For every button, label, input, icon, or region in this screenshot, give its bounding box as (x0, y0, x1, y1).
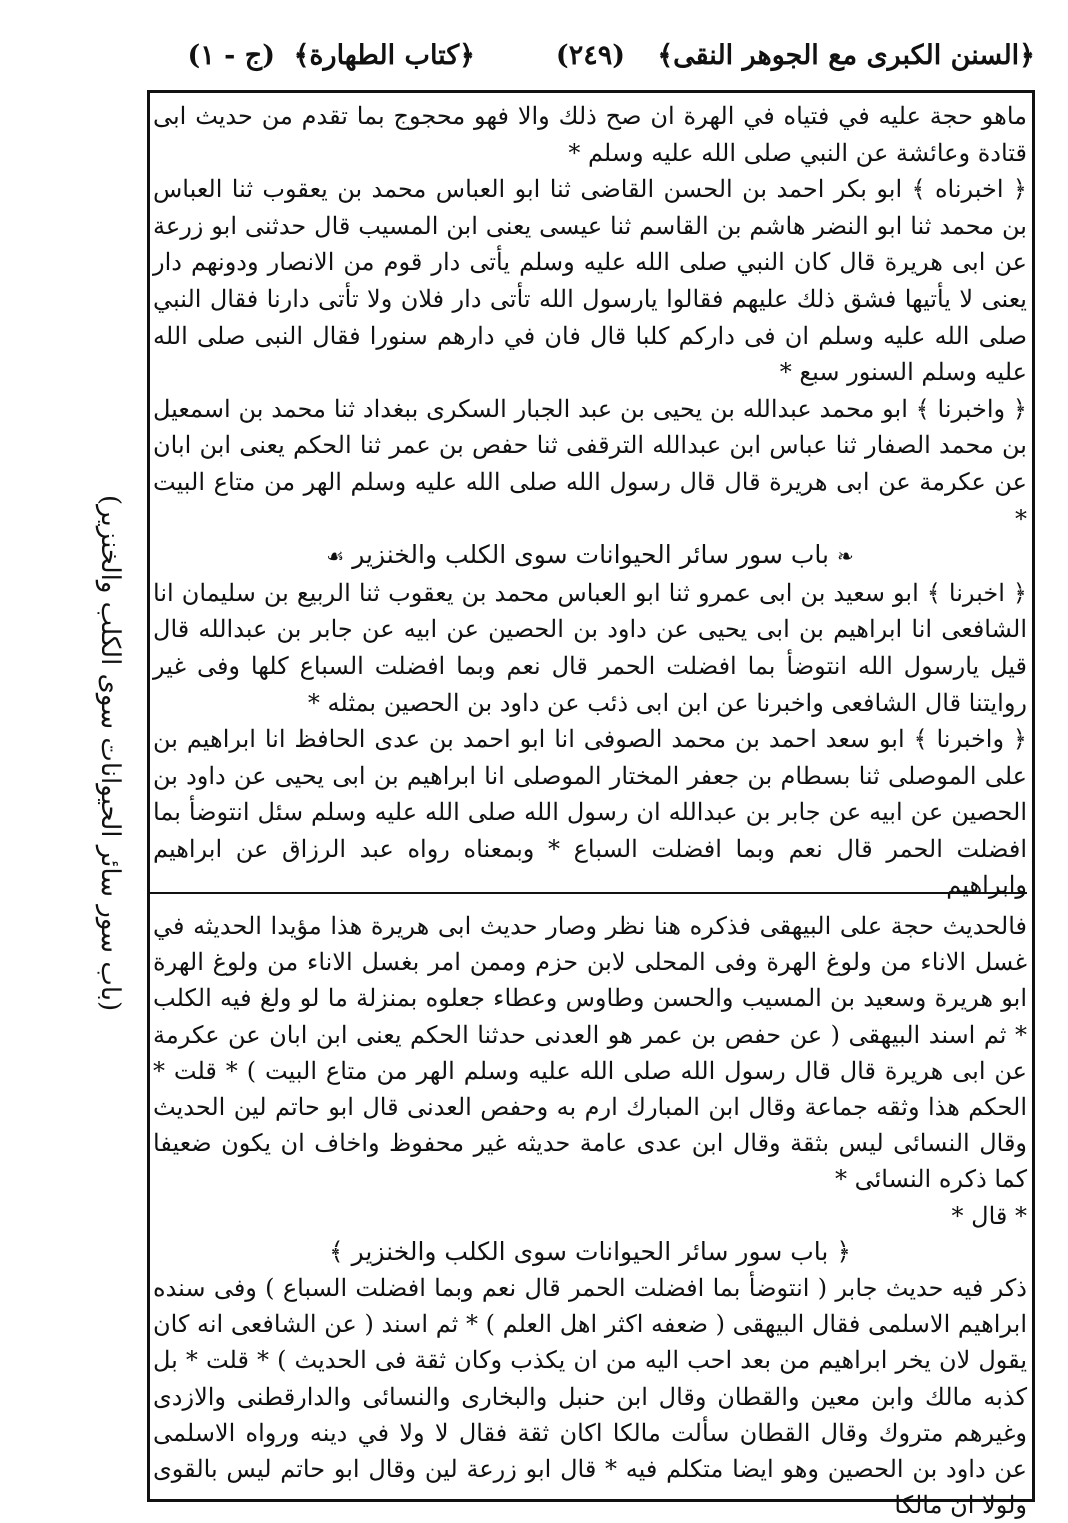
commentary-paragraph: ذكر فيه حديث جابر ( انتوضأ بما افضلت الحمر قال نعم وبما افضلت السباع ) وفى سنده ابراهيم الاسلمى فقال البيهقى ( ضعفه اكثر اهل العلم ) * ثم اسند ( عن الشافعى انه كان يقول لان يخر ابراهيم من بعد احب اليه من ان يكذب وكان ثقة فى الحديث ) * قلت * بل كذبه مالك وابن معين والقطان وقال ابن حنبل والبخارى والنسائى والدارقطنى والازدى وغيرهم متروك وقال القطان سألت مالكا اكان ثقة فقال لا ولا في دينه ورواه الاسلمى عن داود بن الحصين وهو ايضا متكلم فيه * قال ابو زرعة لين وقال ابو حاتم ليس بالقوى ولولا ان مالكا (153, 1274, 1027, 1520)
main-paragraph: ماهو حجة عليه في فتياه في الهرة ان صح ذلك والا فهو محجوج بما تقدم من حديث ابى قتادة وعائشة عن النبي صلى الله عليه وسلم * (153, 102, 1027, 167)
section-divider (150, 892, 1027, 894)
commentary-section-heading: ﴿ باب سور سائر الحيوانات سوى الكلب والخنزير ﴾ (329, 1236, 851, 1266)
commentary-text (153, 908, 1027, 1520)
commentary-qal: * قال * (951, 1201, 1027, 1230)
page-header (150, 30, 1035, 90)
commentary-paragraph: فالحديث حجة على البيهقى فذكره هنا نظر وصار حديث ابى هريرة هذا مؤيدا الحديثه في غسل الاناء من ولوغ الهرة وفى المحلى لابن حزم وممن امر بغسل الاناء من ولوغ الهرة ابو هريرة وسعيد بن المسيب والحسن وطاوس وعطاء جعلوه بمنزلة ما لو ولغ فيه الكلب * ثم اسند البيهقى ( عن حفص بن عمر هو العدنى حدثنا الحكم يعنى ابن ابان عن عكرمة عن ابى هريرة قال قال رسول الله صلى الله عليه وسلم الهر من متاع البيت ) * قلت * الحكم هذا وثقه جماعة وقال ابن المبارك ارم به وحفص العدنى قال ابو حاتم لين الحديث وقال النسائى ليس بثقة وقال ابن عدى عامة حديثه غير محفوظ واخاف ان يكون ضعيفا كما ذكره النسائى * (153, 912, 1027, 1194)
section-heading-text: باب سور سائر الحيوانات سوى الكلب والخنزير (352, 540, 829, 570)
main-paragraph: ﴿ واخبرنا ﴾ ابو محمد عبدالله بن يحيى بن عبد الجبار السكرى ببغداد ثنا محمد بن اسمعيل بن محمد الصفار ثنا عباس ابن عبدالله الترقفى ثنا حفص بن عمر ثنا الحكم يعنى ابن ابان عن عكرمة عن ابى هريرة قال قال رسول الله صلى الله عليه وسلم الهر من متاع البيت * (153, 394, 1027, 533)
book-title: ﴿السنن الكبرى مع الجوهر النقى﴾ (657, 40, 1035, 71)
main-paragraph: ﴿ اخبرنا ﴾ ابو سعيد بن ابى عمرو ثنا ابو العباس محمد بن يعقوب ثنا الربيع بن سليمان انا الشافعى انا ابراهيم بن ابى يحيى عن داود بن الحصين عن ابيه عن جابر بن عبدالله قال قيل يارسول الله انتوضأ بما افضلت الحمر قال نعم وبما افضلت السباع كلها وفى غير روايتنا قال الشافعى واخبرنا عن ابن ابى ذئب عن داود بن الحصين بمثله * (153, 578, 1027, 717)
volume-number: (ج - ١) (187, 40, 275, 71)
chapter-title: ﴿كتاب الطهارة﴾ (293, 40, 475, 71)
page-number: (٢٤٩) (555, 40, 625, 71)
main-paragraph: ﴿ اخبرناه ﴾ ابو بكر احمد بن الحسن القاضى ثنا ابو العباس محمد بن يعقوب ثنا العباس بن محمد ثنا ابو النضر هاشم بن القاسم ثنا عيسى يعنى ابن المسيب قال حدثنى ابو زرعة عن ابى هريرة قال كان النبي صلى الله عليه وسلم يأتى دار قوم من الانصار ودونهم دار يعنى لا يأتيها فشق ذلك عليهم فقالوا يارسول الله تأتى دار فلان ولا تأتى دارنا فقال النبي صلى الله عليه وسلم ان فى داركم كلبا قال فان في دارهم سنورا فقال النبى صلى الله عليه وسلم السنور سبع * (153, 175, 1027, 387)
ornament-icon: ☙ (326, 544, 345, 569)
main-text (153, 98, 1027, 900)
ornament-icon: ❧ (836, 544, 854, 569)
section-heading (153, 537, 1027, 575)
side-chapter-heading: (باب سور سائر الحيوانات سوى الكلب والخنزير) (95, 495, 125, 1012)
main-paragraph: ﴿ واخبرنا ﴾ ابو سعد احمد بن محمد الصوفى انا ابو احمد بن عدى الحافظ انا ابراهيم بن على الموصلى ثنا بسطام بن جعفر المختار الموصلى انا ابراهيم بن ابى يحيى عن داود بن الحصين عن ابيه عن جابر بن عبدالله ان رسول الله صلى الله عليه وسلم سئل انتوضأ بما افضلت الحمر قال نعم وبما افضلت السباع * وبمعناه رواه عبد الرزاق عن ابراهيم وابراهيم (153, 725, 1027, 900)
